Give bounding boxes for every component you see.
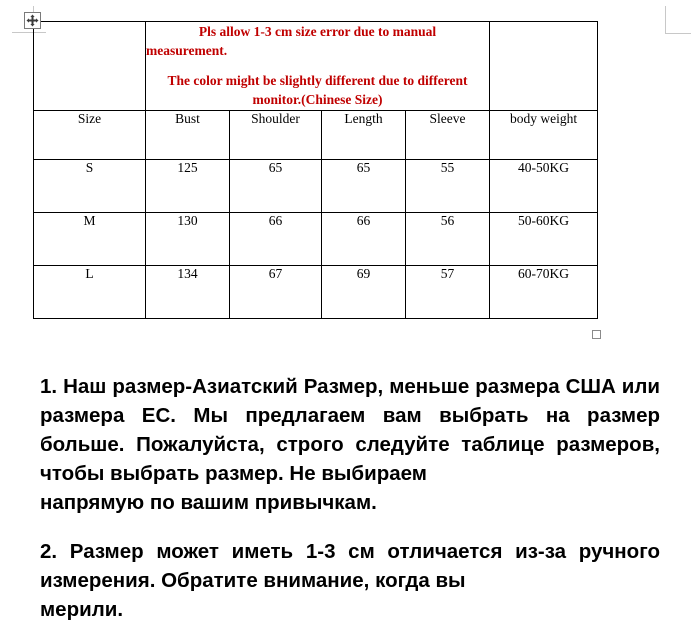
size-chart-table	[33, 21, 598, 319]
notice-line-2: The color might be slightly different due to different	[167, 73, 468, 89]
notice-line-1: Pls allow 1-3 cm size error due to manual	[198, 24, 437, 39]
cell-shoulder: 67	[230, 266, 322, 319]
cell-body-weight: 60-70KG	[490, 266, 598, 319]
cell-length: 65	[322, 160, 406, 213]
table-resize-handle[interactable]	[592, 330, 601, 339]
cell-size: S	[34, 160, 146, 213]
cell-sleeve: 57	[406, 266, 490, 319]
notice-cell	[146, 22, 490, 111]
header-cell-length: Length	[322, 111, 406, 160]
table-row	[34, 266, 598, 319]
table-row-notice	[34, 22, 598, 111]
cell-shoulder: 66	[230, 213, 322, 266]
cell-shoulder: 65	[230, 160, 322, 213]
note-paragraph-2	[40, 537, 660, 624]
header-cell-size: Size	[34, 111, 146, 160]
table-move-handle[interactable]	[24, 12, 41, 29]
note-1-lastline: напрямую по вашим привычкам.	[40, 491, 377, 515]
cell-body-weight: 40-50KG	[490, 160, 598, 213]
table-row	[34, 160, 598, 213]
note-1-body: 1. Наш размер-Азиатский Размер, меньше размера США или размера ЕС. Мы предлагаем вам выбрать на размер больше. Пожалуйста, строго следуйте таблице размеров, чтобы выбрать размер. Не выбираем	[40, 375, 660, 486]
notice-blank-cell-right	[490, 22, 598, 111]
notice-line-2-tail: monitor.(Chinese Size)	[252, 92, 383, 108]
move-cross-icon	[26, 14, 39, 27]
sizing-notes	[40, 372, 660, 624]
cell-bust: 130	[146, 213, 230, 266]
cell-size: M	[34, 213, 146, 266]
margin-guide-top-right	[649, 6, 689, 40]
table-row-header	[34, 111, 598, 160]
cell-body-weight: 50-60KG	[490, 213, 598, 266]
cell-sleeve: 55	[406, 160, 490, 213]
cell-bust: 134	[146, 266, 230, 319]
header-cell-shoulder: Shoulder	[230, 111, 322, 160]
note-2-body: 2. Размер может иметь 1-3 см отличается из-за ручного измерения. Обратите внимание, когда вы	[40, 539, 660, 592]
note-paragraph-1	[40, 372, 660, 518]
header-cell-bust: Bust	[146, 111, 230, 160]
cell-size: L	[34, 266, 146, 319]
header-cell-sleeve: Sleeve	[406, 111, 490, 160]
cell-sleeve: 56	[406, 213, 490, 266]
notice-blank-cell	[34, 22, 146, 111]
header-cell-body-weight: body weight	[490, 111, 598, 160]
cell-length: 66	[322, 213, 406, 266]
table-row	[34, 213, 598, 266]
cell-length: 69	[322, 266, 406, 319]
notice-line-1-tail: measurement.	[146, 43, 228, 59]
cell-bust: 125	[146, 160, 230, 213]
note-2-lastline: мерили.	[40, 597, 124, 621]
